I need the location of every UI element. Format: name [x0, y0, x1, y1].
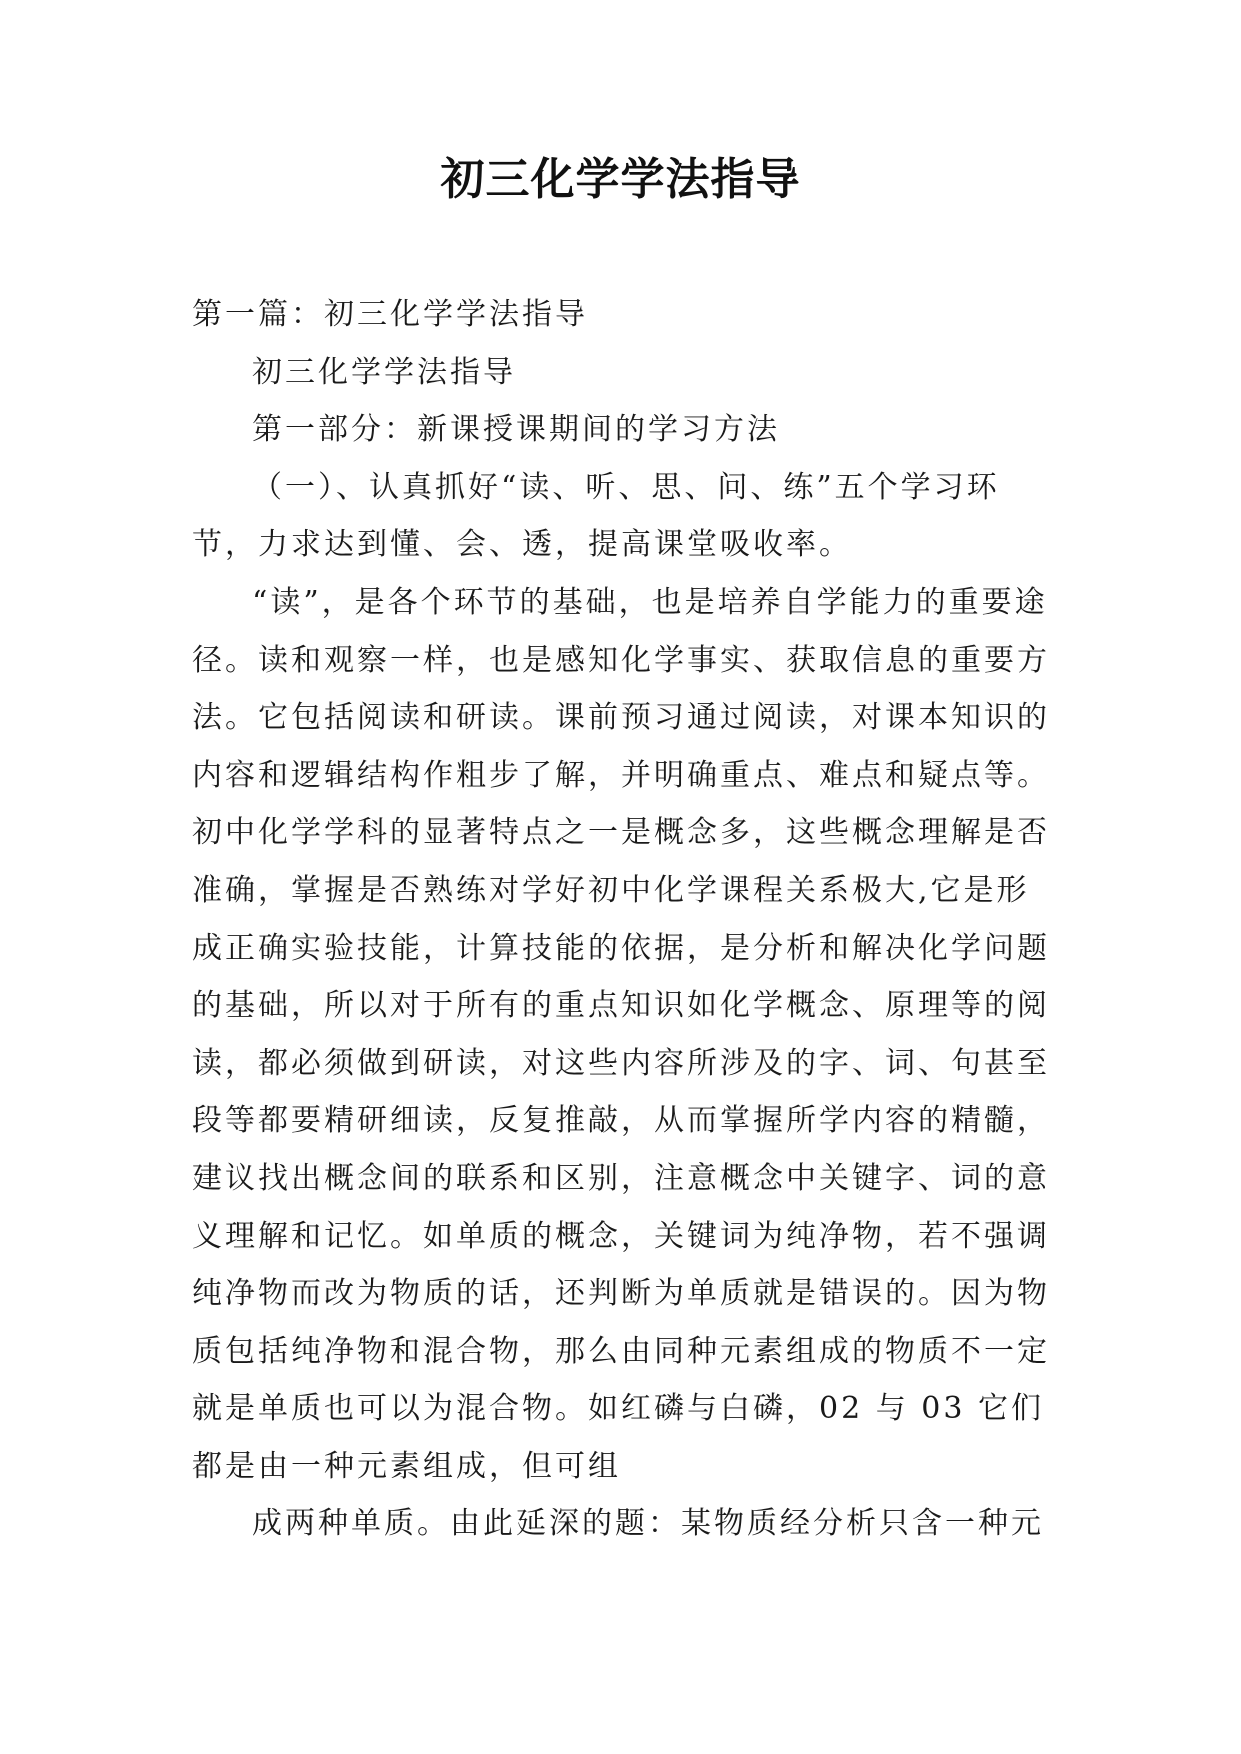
paragraph: 成两种单质。由此延深的题：某物质经分析只含一种元: [252, 1506, 1044, 1542]
document-body: [192, 286, 1054, 1553]
subtitle: 初三化学学法指导: [252, 354, 516, 390]
paragraph: “读”，是各个环节的基础，也是培养自学能力的重要途径。读和观察一样，也是感知化学事实、获取信息的重要方法。它包括阅读和研读。课前预习通过阅读，对课本知识的内容和逻辑结构作粗步了解，并明确重点、难点和疑点等。初中化学学科的显著特点之一是概念多，这些概念理解是否准确，掌握是否熟练对学好初中化学课程关系极大,它是形成正确实验技能，计算技能的依据，是分析和解决化学问题的基础，所以对于所有的重点知识如化学概念、原理等的阅读，都必须做到研读，对这些内容所涉及的字、词、句甚至段等都要精研细读，反复推敲，从而掌握所学内容的精髓，建议找出概念间的联系和区别，注意概念中关键字、词的意义理解和记忆。如单质的概念，关键词为纯净物，若不强调纯净物而改为物质的话，还判断为单质就是错误的。因为物质包括纯净物和混合物，那么由同种元素组成的物质不一定就是单质也可以为混合物。如红磷与白磷，02 与 03 它们都是由一种元素组成，但可组: [192, 584, 1050, 1484]
document-title: 初三化学学法指导: [440, 154, 801, 205]
paragraph: （一）、认真抓好“读、听、思、问、练”五个学习环节，力求达到懂、会、透，提高课堂吸收率。: [192, 469, 1000, 563]
section-heading: 第一篇：初三化学学法指导: [192, 297, 588, 332]
part-heading: 第一部分：新课授课期间的学习方法: [252, 412, 780, 448]
